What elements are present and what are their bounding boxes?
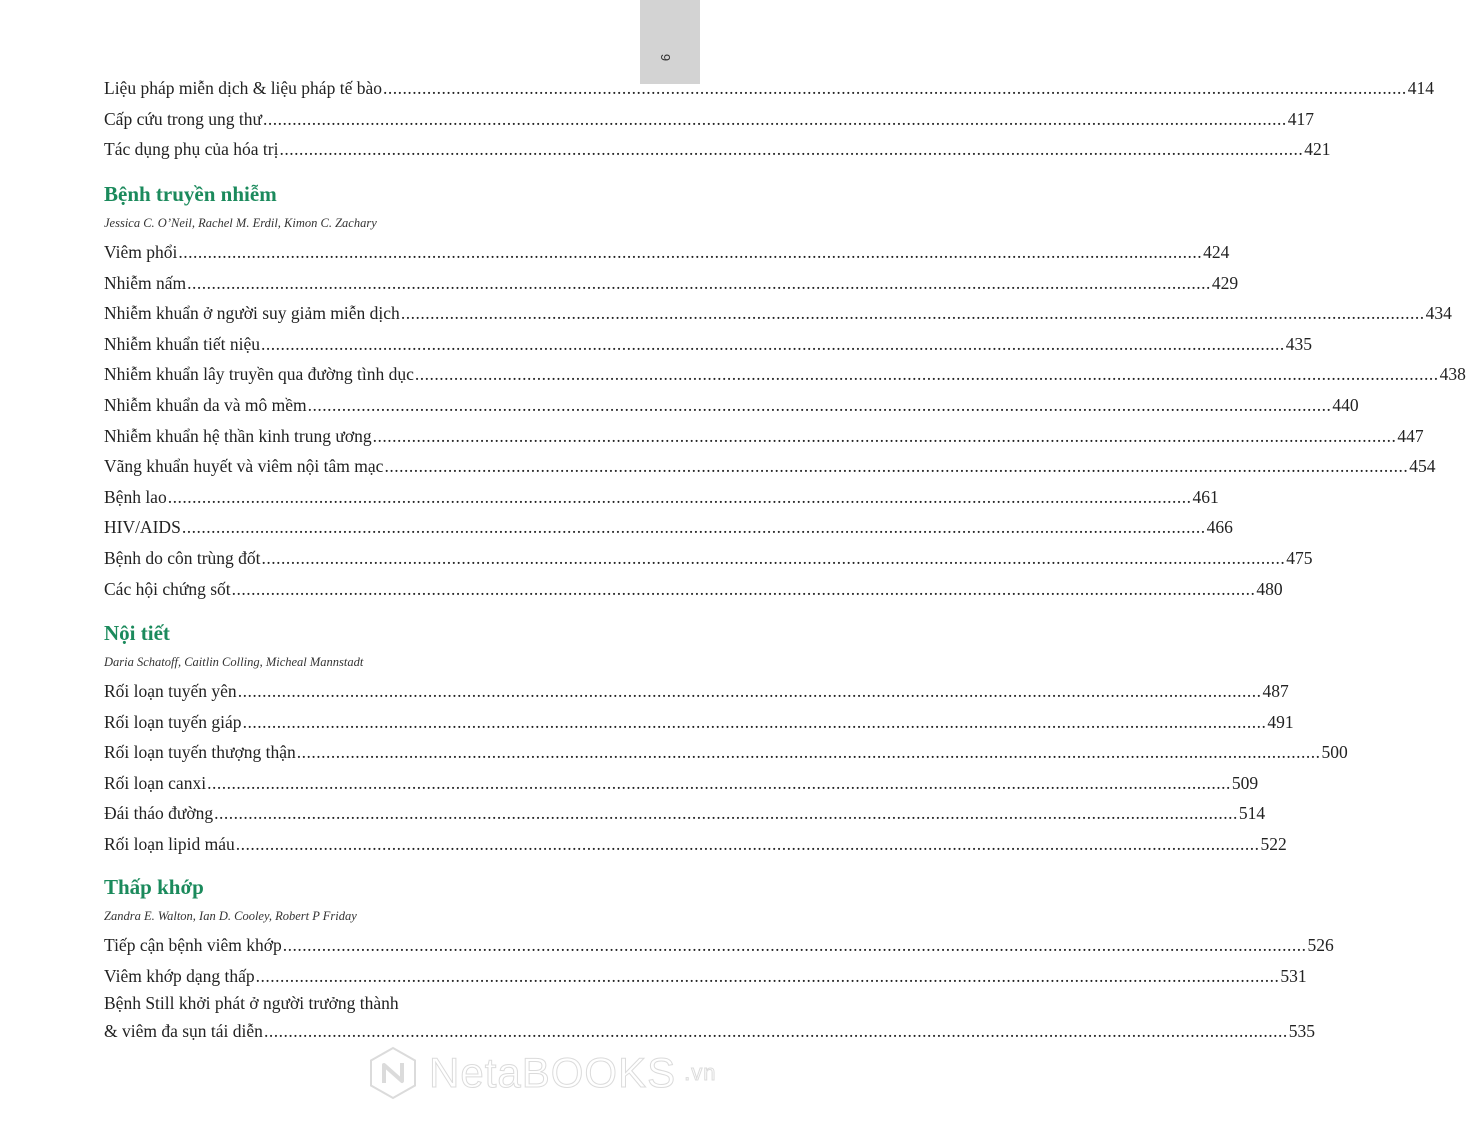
- entry-title: Rối loạn tuyến thượng thận: [104, 742, 296, 763]
- entry-page: 514: [1238, 803, 1266, 824]
- section-heading: Bệnh truyền nhiễm: [104, 182, 277, 206]
- toc-entry: [104, 134, 1331, 165]
- entry-page: 509: [1231, 772, 1259, 793]
- entry-title: Vãng khuẩn huyết và viêm nội tâm mạc: [104, 456, 384, 477]
- section-rheumatology: [104, 872, 1334, 1047]
- entry-title: Tiếp cận bệnh viêm khớp: [104, 935, 282, 955]
- toc-entry: [104, 329, 1313, 360]
- dot-leader: [283, 930, 1307, 961]
- toc-entry: [104, 359, 1466, 390]
- entry-page: 487: [1262, 681, 1289, 701]
- dot-leader: [178, 237, 1202, 268]
- entry-title: Viêm phổi: [104, 242, 178, 262]
- watermark-brand: NetaBOOKS: [429, 1049, 677, 1096]
- section-endocrine: [104, 618, 1348, 860]
- entry-page: 421: [1304, 139, 1331, 160]
- toc-entry: [104, 390, 1359, 421]
- dot-leader: [238, 676, 1262, 707]
- toc-entry: [104, 421, 1424, 452]
- entry-title: Bệnh lao: [104, 486, 167, 507]
- entry-title: Rối loạn canxi: [104, 772, 207, 793]
- toc-entry: [104, 707, 1294, 738]
- page-number-tab: [640, 0, 700, 84]
- toc-entry: [104, 676, 1289, 707]
- dot-leader: [297, 737, 1321, 768]
- entry-title: Nhiễm nấm: [104, 272, 187, 293]
- entry-title: Rối loạn tuyến yên: [104, 681, 237, 701]
- page-number: 9: [658, 53, 674, 62]
- entry-page: 466: [1206, 517, 1233, 538]
- entry-title: Liệu pháp miễn dịch & liệu pháp tế bào: [104, 78, 382, 98]
- toc-entry: [104, 737, 1348, 768]
- dot-leader: [207, 768, 1231, 799]
- entry-page: 500: [1321, 742, 1348, 763]
- dot-leader: [168, 482, 1192, 513]
- entry-title: Rối loạn lipid máu: [104, 833, 235, 854]
- entry-page: 434: [1425, 303, 1452, 324]
- entry-title: Nhiễm khuẩn ở người suy giảm miễn dịch: [104, 303, 400, 324]
- entry-page: 475: [1286, 547, 1313, 568]
- entry-page: 414: [1407, 78, 1434, 98]
- dot-leader: [187, 268, 1211, 299]
- entry-page: 435: [1285, 333, 1313, 354]
- entry-title: Viêm khớp dạng thấp: [104, 965, 255, 986]
- toc-entry: [104, 482, 1219, 513]
- netabooks-logo-icon: [365, 1045, 421, 1101]
- entry-page: 417: [1287, 108, 1314, 129]
- dot-leader: [256, 961, 1280, 992]
- dot-leader: [263, 104, 1287, 135]
- section-authors: Daria Schatoff, Caitlin Colling, Micheal Mannstadt: [104, 655, 364, 669]
- dot-leader: [261, 329, 1285, 360]
- dot-leader: [182, 512, 1206, 543]
- entry-title: Nhiễm khuẩn da và mô mềm: [104, 394, 307, 415]
- toc-entry: [104, 543, 1313, 574]
- dot-leader: [308, 390, 1332, 421]
- entry-page: 424: [1203, 242, 1230, 262]
- toc-entry: [104, 798, 1266, 829]
- toc-entry-line1: [104, 991, 619, 1016]
- section-infectious: [104, 179, 1466, 604]
- entry-title: Các hội chứng sốt: [104, 578, 231, 599]
- toc-entry: [104, 73, 1434, 104]
- entry-page: 480: [1256, 578, 1283, 599]
- toc-entry: [104, 1016, 1315, 1047]
- entry-page: 526: [1307, 935, 1334, 955]
- entry-title: Đái tháo đường: [104, 803, 214, 824]
- section-heading: Nội tiết: [104, 621, 170, 645]
- entry-title: Bệnh do côn trùng đốt: [104, 547, 261, 568]
- dot-leader: [415, 359, 1439, 390]
- dot-leader: [243, 707, 1267, 738]
- entry-title: Bệnh Still khởi phát ở người trưởng thành: [104, 993, 399, 1014]
- toc-entry: [104, 268, 1239, 299]
- section-authors: Jessica C. O’Neil, Rachel M. Erdil, Kimon C. Zachary: [104, 216, 377, 230]
- toc-top-entries: [104, 73, 1434, 165]
- entry-page: 491: [1267, 711, 1294, 732]
- entry-page: 429: [1211, 272, 1239, 293]
- dot-leader: [383, 73, 1407, 104]
- toc-entry: [104, 451, 1436, 482]
- toc-entry: [104, 512, 1233, 543]
- toc-entry: [104, 237, 1230, 268]
- entry-title: Nhiễm khuẩn tiết niệu: [104, 333, 261, 354]
- watermark: [365, 1045, 716, 1101]
- entry-title: HIV/AIDS: [104, 517, 181, 538]
- toc-entry: [104, 104, 1314, 135]
- entry-page: 522: [1260, 833, 1287, 854]
- dot-leader: [373, 421, 1397, 452]
- dot-leader: [262, 543, 1286, 574]
- entry-title: Rối loạn tuyến giáp: [104, 711, 242, 732]
- entry-page: 447: [1397, 425, 1424, 446]
- entry-title: Nhiễm khuẩn lây truyền qua đường tình dục: [104, 364, 414, 385]
- section-authors: Zandra E. Walton, Ian D. Cooley, Robert P Friday: [104, 909, 357, 923]
- entry-page: 440: [1332, 394, 1359, 415]
- entry-page: 461: [1192, 486, 1219, 507]
- dot-leader: [232, 574, 1256, 605]
- toc-entry: [104, 961, 1307, 992]
- toc-entry: [104, 930, 1334, 961]
- toc-entry: [104, 829, 1287, 860]
- dot-leader: [236, 829, 1260, 860]
- entry-title-cont: & viêm đa sụn tái diễn: [104, 1021, 263, 1042]
- entry-title: Tác dụng phụ của hóa trị: [104, 139, 279, 160]
- dot-leader: [214, 798, 1238, 829]
- entry-page: 438: [1439, 364, 1466, 385]
- section-heading: Thấp khớp: [104, 875, 204, 899]
- dot-leader: [401, 298, 1425, 329]
- toc-entry: [104, 574, 1283, 605]
- entry-title: Cấp cứu trong ung thư: [104, 108, 262, 129]
- dot-leader: [264, 1016, 1288, 1047]
- toc-entry: [104, 768, 1259, 799]
- dot-leader: [279, 134, 1303, 165]
- entry-page: 531: [1280, 965, 1307, 986]
- entry-page: 454: [1409, 456, 1436, 477]
- entry-page: 535: [1288, 1021, 1315, 1042]
- entry-title: Nhiễm khuẩn hệ thần kinh trung ương: [104, 425, 372, 446]
- toc-entry: [104, 298, 1452, 329]
- watermark-suffix: .vn: [684, 1060, 717, 1085]
- dot-leader: [384, 451, 1408, 482]
